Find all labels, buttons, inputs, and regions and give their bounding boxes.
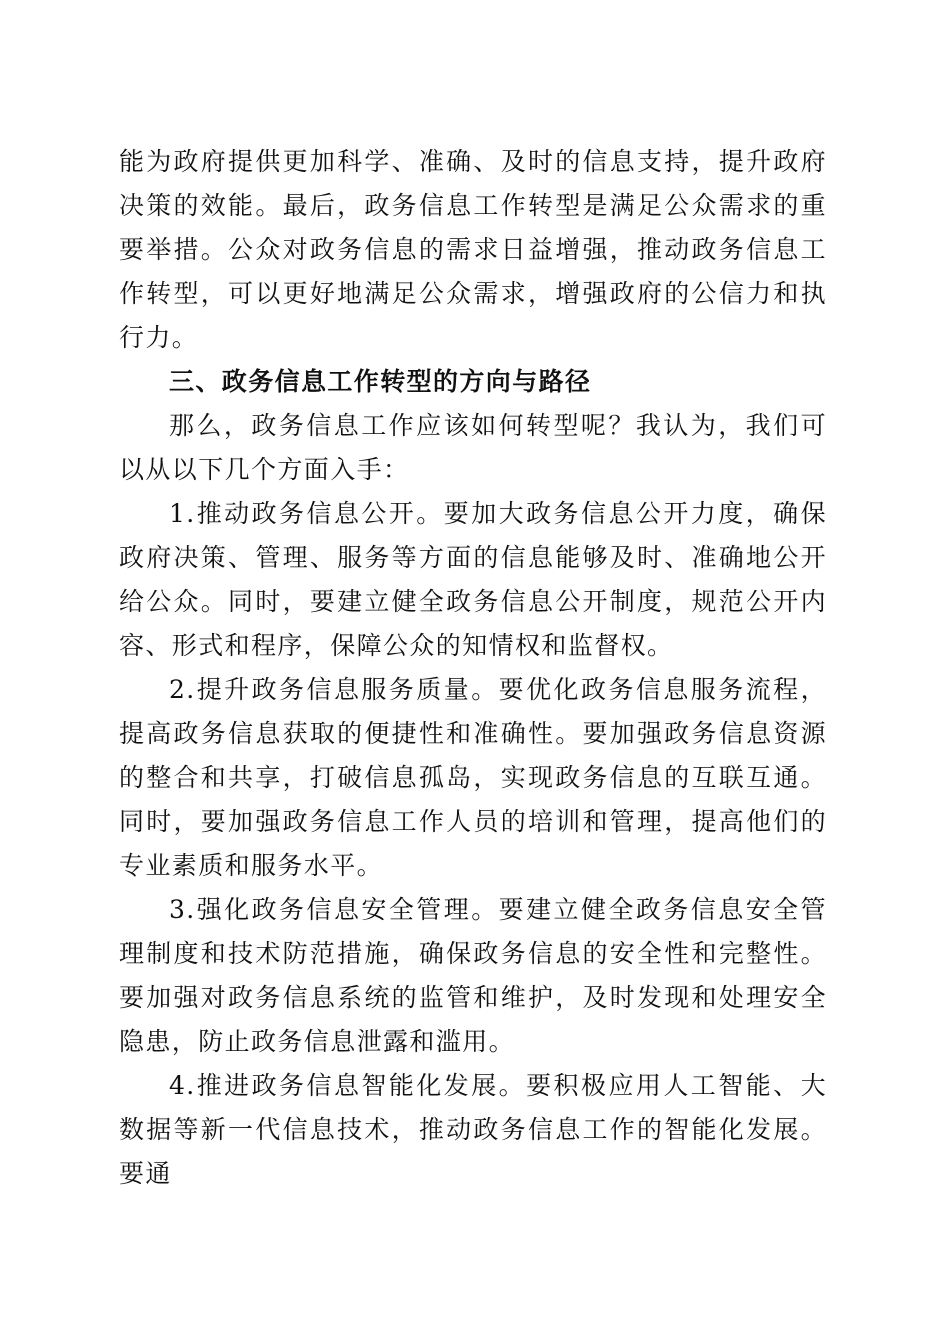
paragraph-continuation: 能为政府提供更加科学、准确、及时的信息支持，提升政府决策的效能。最后，政务信息工作转型是满足公众需求的重要举措。公众对政务信息的需求日益增强，推动政务信息工作转型，可以更好地满足公众需求，增强政府的公信力和执行力。 (119, 147, 827, 352)
list-item-4: 4.推进政务信息智能化发展。要积极应用人工智能、大数据等新一代信息技术，推动政务信息工作的智能化发展。要通 (119, 1071, 827, 1188)
paragraph-intro: 那么，政务信息工作应该如何转型呢？我认为，我们可以从以下几个方面入手： (119, 411, 827, 484)
list-item-1: 1.推动政务信息公开。要加大政务信息公开力度，确保政府决策、管理、服务等方面的信息能够及时、准确地公开给公众。同时，要建立健全政务信息公开制度，规范公开内容、形式和程序，保障公众的知情权和监督权。 (119, 499, 827, 660)
section-heading: 三、政务信息工作转型的方向与路径 (169, 367, 592, 396)
document-body (119, 140, 827, 1196)
list-item-2: 2.提升政务信息服务质量。要优化政务信息服务流程，提高政务信息获取的便捷性和准确性。要加强政务信息资源的整合和共享，打破信息孤岛，实现政务信息的互联互通。同时，要加强政务信息工作人员的培训和管理，提高他们的专业素质和服务水平。 (119, 675, 827, 880)
list-item-3: 3.强化政务信息安全管理。要建立健全政务信息安全管理制度和技术防范措施，确保政务信息的安全性和完整性。要加强对政务信息系统的监管和维护，及时发现和处理安全隐患，防止政务信息泄露和滥用。 (119, 895, 827, 1056)
